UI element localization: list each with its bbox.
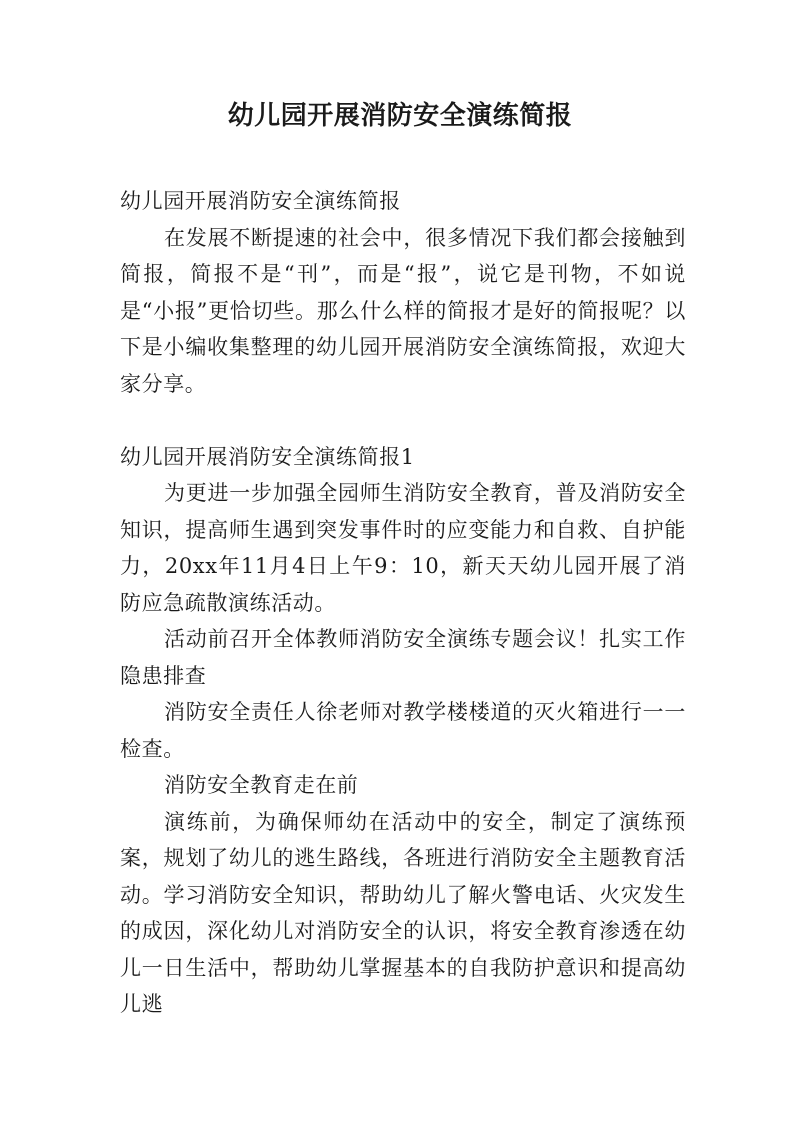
body-paragraph: 为更进一步加强全园师生消防安全教育，普及消防安全知识，提高师生遇到突发事件时的应变能力和自救、自护能力，20xx年11月4日上午9：10，新天天幼儿园开展了消防应急疏散演练活动。	[120, 481, 686, 615]
paragraph-spacer	[120, 402, 686, 439]
body-paragraph: 演练前，为确保师幼在活动中的安全，制定了演练预案，规划了幼儿的逃生路线，各班进行消防安全主题教育活动。学习消防安全知识，帮助幼儿了解火警电话、火灾发生的成因，深化幼儿对消防安全的认识，将安全教育渗透在幼儿一日生活中，帮助幼儿掌握基本的自我防护意识和提高幼儿逃	[120, 809, 686, 1016]
subsection-heading: 消防安全教育走在前	[164, 773, 359, 797]
document-title: 幼儿园开展消防安全演练简报	[227, 101, 573, 131]
section-heading: 幼儿园开展消防安全演练简报1	[120, 444, 415, 469]
subtitle-paragraph: 幼儿园开展消防安全演练简报	[120, 189, 401, 213]
document-body	[120, 183, 686, 1023]
body-paragraph: 消防安全责任人徐老师对教学楼楼道的灭火箱进行一一检查。	[120, 700, 686, 761]
intro-paragraph: 在发展不断提速的社会中，很多情况下我们都会接触到简报，简报不是“刊”，而是“报”，说它是刊物，不如说是“小报”更恰切些。那么什么样的简报才是好的简报呢？以下是小编收集整理的幼儿园开展消防安全演练简报，欢迎大家分享。	[120, 225, 686, 396]
body-paragraph: 活动前召开全体教师消防安全演练专题会议！扎实工作隐患排查	[120, 627, 686, 688]
